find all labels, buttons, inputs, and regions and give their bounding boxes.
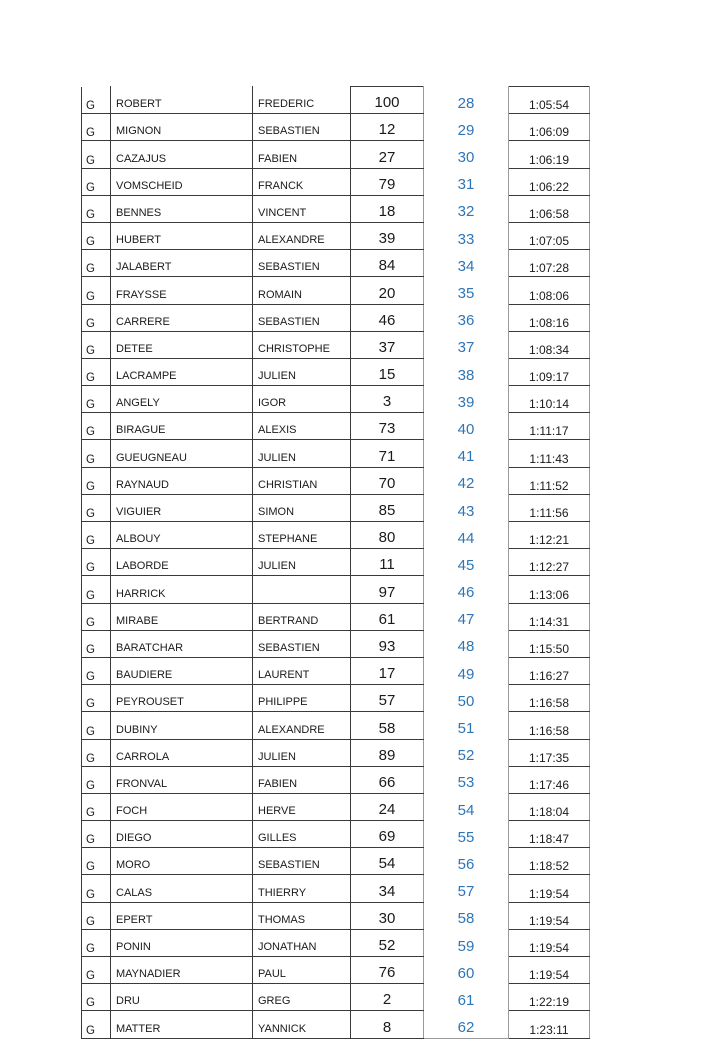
rank-cell: 30 [424,141,509,168]
first-name-cell [253,576,351,603]
first-name-cell: SEBASTIEN [253,848,351,875]
bib-number-cell: 93 [351,630,424,657]
last-name-cell: ROBERT [111,87,253,114]
category-cell: G [82,331,111,358]
rank-cell: 28 [424,87,509,114]
table-row [82,957,590,984]
category-cell: G [82,386,111,413]
rank-cell: 31 [424,168,509,195]
first-name-cell: SEBASTIEN [253,114,351,141]
rank-cell: 50 [424,685,509,712]
last-name-cell: DETEE [111,331,253,358]
first-name-cell: JULIEN [253,739,351,766]
time-cell: 1:10:14 [509,386,590,413]
time-cell: 1:18:47 [509,821,590,848]
rank-cell: 59 [424,929,509,956]
first-name-cell: SIMON [253,494,351,521]
first-name-cell: ALEXANDRE [253,222,351,249]
last-name-cell: FRAYSSE [111,277,253,304]
bib-number-cell: 100 [351,87,424,114]
rank-cell: 46 [424,576,509,603]
time-cell: 1:16:27 [509,657,590,684]
table-row [82,685,590,712]
bib-number-cell: 58 [351,712,424,739]
category-cell: G [82,358,111,385]
time-cell: 1:18:52 [509,848,590,875]
category-cell: G [82,848,111,875]
time-cell: 1:12:21 [509,522,590,549]
first-name-cell: ROMAIN [253,277,351,304]
first-name-cell: SEBASTIEN [253,250,351,277]
table-row [82,168,590,195]
rank-cell: 47 [424,603,509,630]
time-cell: 1:07:28 [509,250,590,277]
rank-cell: 51 [424,712,509,739]
last-name-cell: DUBINY [111,712,253,739]
bib-number-cell: 73 [351,413,424,440]
table-row [82,712,590,739]
time-cell: 1:14:31 [509,603,590,630]
category-cell: G [82,957,111,984]
first-name-cell: VINCENT [253,195,351,222]
bib-number-cell: 57 [351,685,424,712]
last-name-cell: VIGUIER [111,494,253,521]
time-cell: 1:11:43 [509,440,590,467]
last-name-cell: RAYNAUD [111,467,253,494]
first-name-cell: SEBASTIEN [253,630,351,657]
rank-cell: 55 [424,821,509,848]
time-cell: 1:07:05 [509,222,590,249]
table-row [82,766,590,793]
table-row [82,386,590,413]
time-cell: 1:06:22 [509,168,590,195]
last-name-cell: BENNES [111,195,253,222]
category-cell: G [82,739,111,766]
rank-cell: 56 [424,848,509,875]
bib-number-cell: 37 [351,331,424,358]
rank-cell: 57 [424,875,509,902]
first-name-cell: PHILIPPE [253,685,351,712]
first-name-cell: IGOR [253,386,351,413]
table-row [82,793,590,820]
last-name-cell: FOCH [111,793,253,820]
category-cell: G [82,222,111,249]
bib-number-cell: 85 [351,494,424,521]
rank-cell: 40 [424,413,509,440]
table-row [82,630,590,657]
first-name-cell: FABIEN [253,141,351,168]
last-name-cell: LACRAMPE [111,358,253,385]
table-row [82,494,590,521]
table-row [82,929,590,956]
rank-cell: 54 [424,793,509,820]
category-cell: G [82,984,111,1011]
rank-cell: 62 [424,1011,509,1038]
last-name-cell: CARRERE [111,304,253,331]
category-cell: G [82,657,111,684]
time-cell: 1:19:54 [509,929,590,956]
table-row [82,984,590,1011]
last-name-cell: MIGNON [111,114,253,141]
bib-number-cell: 18 [351,195,424,222]
last-name-cell: MIRABE [111,603,253,630]
bib-number-cell: 97 [351,576,424,603]
last-name-cell: HUBERT [111,222,253,249]
table-row [82,250,590,277]
table-row [82,358,590,385]
bib-number-cell: 89 [351,739,424,766]
category-cell: G [82,821,111,848]
bib-number-cell: 61 [351,603,424,630]
first-name-cell: ALEXIS [253,413,351,440]
rank-cell: 49 [424,657,509,684]
first-name-cell: BERTRAND [253,603,351,630]
time-cell: 1:08:16 [509,304,590,331]
time-cell: 1:06:09 [509,114,590,141]
last-name-cell: FRONVAL [111,766,253,793]
last-name-cell: DRU [111,984,253,1011]
bib-number-cell: 66 [351,766,424,793]
bib-number-cell: 71 [351,440,424,467]
first-name-cell: YANNICK [253,1011,351,1038]
rank-cell: 53 [424,766,509,793]
last-name-cell: VOMSCHEID [111,168,253,195]
table-row [82,222,590,249]
rank-cell: 48 [424,630,509,657]
bib-number-cell: 84 [351,250,424,277]
bib-number-cell: 69 [351,821,424,848]
category-cell: G [82,793,111,820]
first-name-cell: CHRISTOPHE [253,331,351,358]
time-cell: 1:15:50 [509,630,590,657]
last-name-cell: BAUDIERE [111,657,253,684]
category-cell: G [82,440,111,467]
last-name-cell: HARRICK [111,576,253,603]
last-name-cell: GUEUGNEAU [111,440,253,467]
last-name-cell: BIRAGUE [111,413,253,440]
table-row [82,277,590,304]
category-cell: G [82,549,111,576]
last-name-cell: DIEGO [111,821,253,848]
bib-number-cell: 54 [351,848,424,875]
last-name-cell: MORO [111,848,253,875]
rank-cell: 33 [424,222,509,249]
bib-number-cell: 79 [351,168,424,195]
table-row [82,195,590,222]
time-cell: 1:16:58 [509,712,590,739]
category-cell: G [82,929,111,956]
last-name-cell: JALABERT [111,250,253,277]
first-name-cell: PAUL [253,957,351,984]
rank-cell: 41 [424,440,509,467]
table-row [82,440,590,467]
bib-number-cell: 46 [351,304,424,331]
time-cell: 1:11:56 [509,494,590,521]
rank-cell: 60 [424,957,509,984]
results-table [81,86,590,1039]
rank-cell: 61 [424,984,509,1011]
bib-number-cell: 15 [351,358,424,385]
category-cell: G [82,685,111,712]
bib-number-cell: 8 [351,1011,424,1038]
time-cell: 1:06:58 [509,195,590,222]
rank-cell: 43 [424,494,509,521]
rank-cell: 37 [424,331,509,358]
last-name-cell: CARROLA [111,739,253,766]
category-cell: G [82,766,111,793]
table-row [82,657,590,684]
table-row [82,87,590,114]
table-row [82,467,590,494]
table-row [82,331,590,358]
category-cell: G [82,522,111,549]
first-name-cell: STEPHANE [253,522,351,549]
first-name-cell: JULIEN [253,549,351,576]
first-name-cell: JULIEN [253,440,351,467]
table-row [82,413,590,440]
table-row [82,549,590,576]
rank-cell: 32 [424,195,509,222]
category-cell: G [82,141,111,168]
time-cell: 1:16:58 [509,685,590,712]
last-name-cell: EPERT [111,902,253,929]
bib-number-cell: 39 [351,222,424,249]
time-cell: 1:08:34 [509,331,590,358]
table-row [82,848,590,875]
category-cell: G [82,902,111,929]
category-cell: G [82,87,111,114]
category-cell: G [82,413,111,440]
bib-number-cell: 3 [351,386,424,413]
category-cell: G [82,250,111,277]
rank-cell: 39 [424,386,509,413]
table-row [82,739,590,766]
time-cell: 1:05:54 [509,87,590,114]
table-row [82,821,590,848]
time-cell: 1:19:54 [509,875,590,902]
time-cell: 1:19:54 [509,957,590,984]
bib-number-cell: 80 [351,522,424,549]
time-cell: 1:06:19 [509,141,590,168]
category-cell: G [82,494,111,521]
bib-number-cell: 17 [351,657,424,684]
category-cell: G [82,195,111,222]
last-name-cell: MAYNADIER [111,957,253,984]
first-name-cell: JONATHAN [253,929,351,956]
rank-cell: 34 [424,250,509,277]
rank-cell: 35 [424,277,509,304]
rank-cell: 42 [424,467,509,494]
last-name-cell: BARATCHAR [111,630,253,657]
time-cell: 1:08:06 [509,277,590,304]
time-cell: 1:12:27 [509,549,590,576]
category-cell: G [82,467,111,494]
category-cell: G [82,277,111,304]
time-cell: 1:22:19 [509,984,590,1011]
table-row [82,576,590,603]
last-name-cell: LABORDE [111,549,253,576]
table-row [82,522,590,549]
first-name-cell: FREDERIC [253,87,351,114]
bib-number-cell: 52 [351,929,424,956]
time-cell: 1:11:52 [509,467,590,494]
bib-number-cell: 27 [351,141,424,168]
table-row [82,902,590,929]
category-cell: G [82,603,111,630]
category-cell: G [82,114,111,141]
rank-cell: 52 [424,739,509,766]
first-name-cell: THOMAS [253,902,351,929]
time-cell: 1:19:54 [509,902,590,929]
first-name-cell: JULIEN [253,358,351,385]
rank-cell: 45 [424,549,509,576]
time-cell: 1:18:04 [509,793,590,820]
time-cell: 1:23:11 [509,1011,590,1038]
table-row [82,141,590,168]
last-name-cell: PONIN [111,929,253,956]
category-cell: G [82,304,111,331]
first-name-cell: HERVE [253,793,351,820]
bib-number-cell: 76 [351,957,424,984]
time-cell: 1:13:06 [509,576,590,603]
last-name-cell: CALAS [111,875,253,902]
rank-cell: 29 [424,114,509,141]
category-cell: G [82,712,111,739]
first-name-cell: GREG [253,984,351,1011]
first-name-cell: ALEXANDRE [253,712,351,739]
bib-number-cell: 20 [351,277,424,304]
category-cell: G [82,875,111,902]
time-cell: 1:17:46 [509,766,590,793]
time-cell: 1:09:17 [509,358,590,385]
bib-number-cell: 24 [351,793,424,820]
rank-cell: 58 [424,902,509,929]
first-name-cell: FRANCK [253,168,351,195]
rank-cell: 36 [424,304,509,331]
bib-number-cell: 34 [351,875,424,902]
last-name-cell: PEYROUSET [111,685,253,712]
first-name-cell: FABIEN [253,766,351,793]
first-name-cell: SEBASTIEN [253,304,351,331]
last-name-cell: ALBOUY [111,522,253,549]
first-name-cell: LAURENT [253,657,351,684]
last-name-cell: ANGELY [111,386,253,413]
table-row [82,603,590,630]
results-body [82,87,590,1039]
last-name-cell: MATTER [111,1011,253,1038]
category-cell: G [82,630,111,657]
first-name-cell: GILLES [253,821,351,848]
rank-cell: 38 [424,358,509,385]
rank-cell: 44 [424,522,509,549]
time-cell: 1:11:17 [509,413,590,440]
time-cell: 1:17:35 [509,739,590,766]
bib-number-cell: 70 [351,467,424,494]
bib-number-cell: 2 [351,984,424,1011]
first-name-cell: CHRISTIAN [253,467,351,494]
category-cell: G [82,1011,111,1038]
category-cell: G [82,576,111,603]
table-row [82,875,590,902]
first-name-cell: THIERRY [253,875,351,902]
table-row [82,1011,590,1038]
category-cell: G [82,168,111,195]
table-row [82,304,590,331]
bib-number-cell: 12 [351,114,424,141]
bib-number-cell: 30 [351,902,424,929]
last-name-cell: CAZAJUS [111,141,253,168]
table-row [82,114,590,141]
bib-number-cell: 11 [351,549,424,576]
